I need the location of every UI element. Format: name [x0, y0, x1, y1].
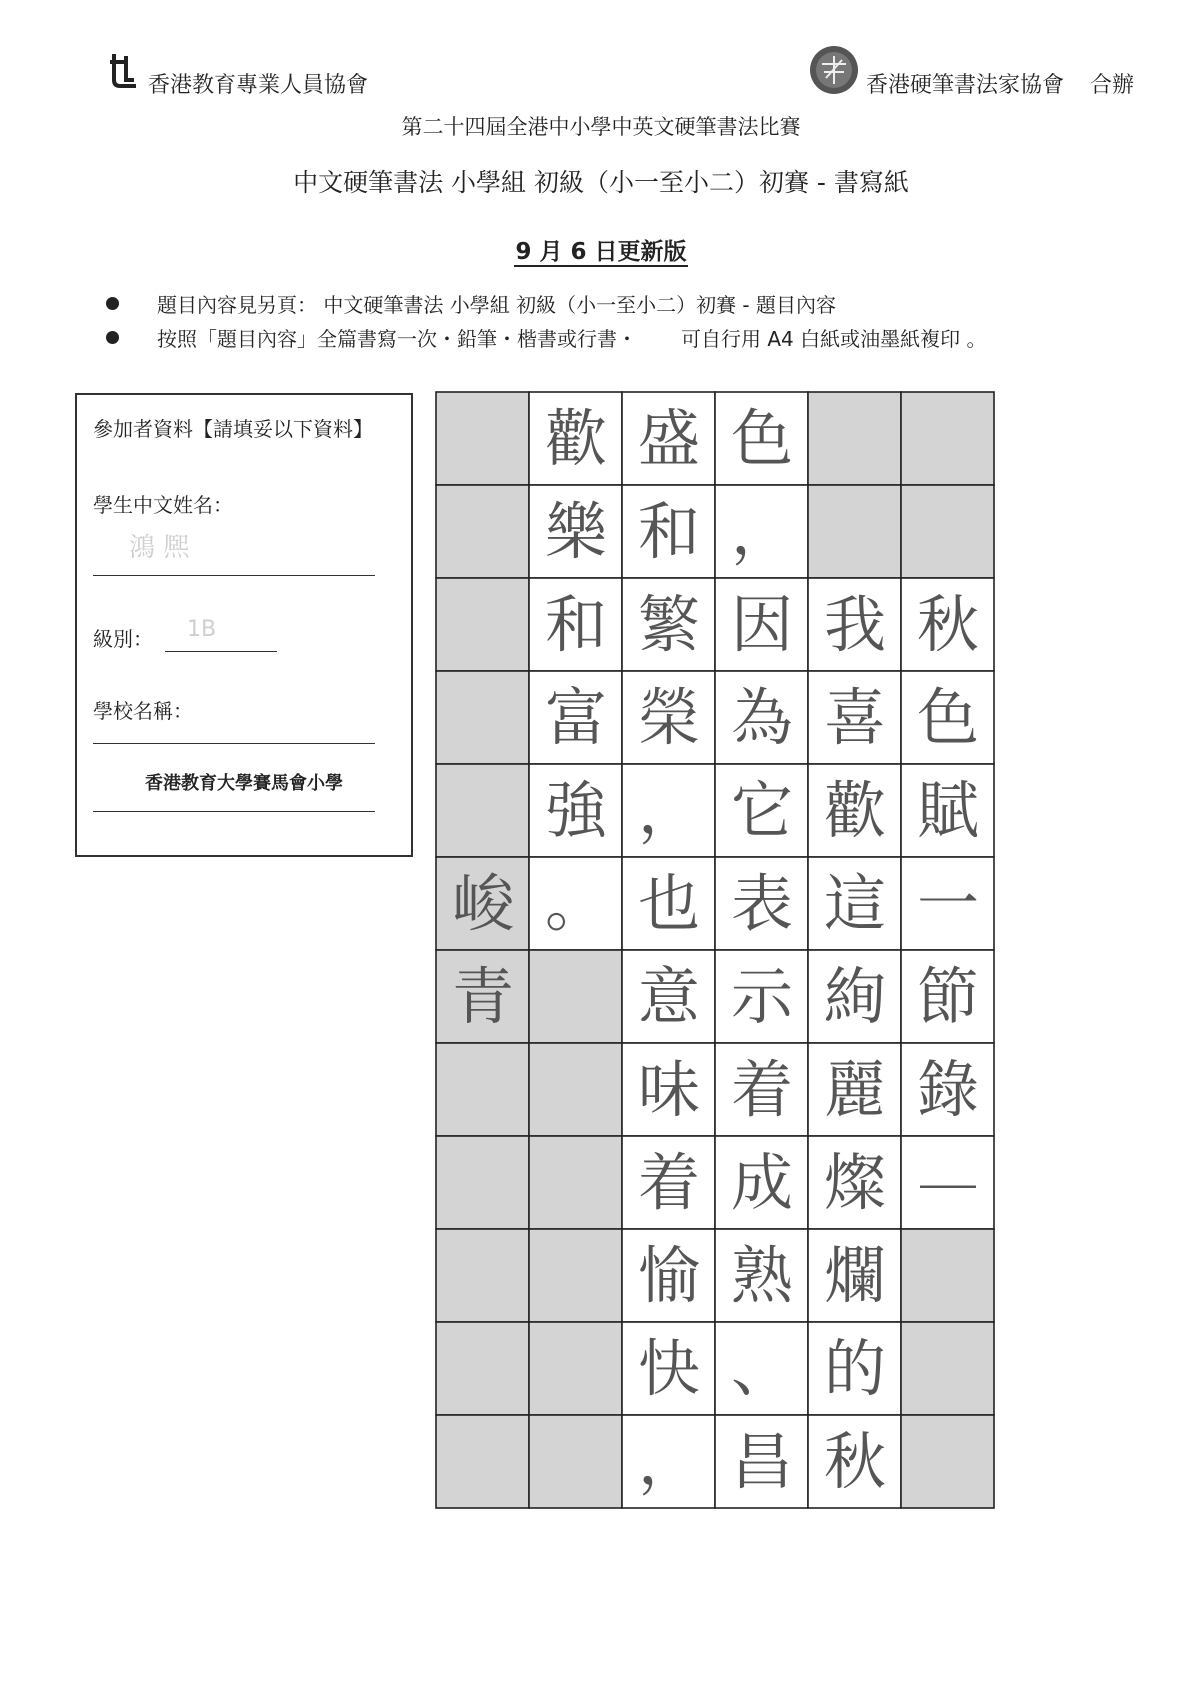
organizer-left: 香港教育專業人員協會: [148, 73, 369, 98]
grid-cell[interactable]: [808, 392, 901, 485]
handwritten-character: 喜: [823, 681, 886, 754]
handwritten-character: 成: [730, 1146, 793, 1219]
handwritten-character: 着: [730, 1053, 793, 1126]
joint-label: 合辦: [1090, 73, 1135, 98]
grade-value[interactable]: 1B: [187, 617, 217, 642]
handwritten-character: 榮: [637, 681, 700, 754]
grid-cell[interactable]: [901, 1322, 994, 1415]
handwritten-character: 。: [544, 867, 607, 940]
handwritten-character: 愉: [637, 1239, 700, 1312]
grid-cell[interactable]: [436, 671, 529, 764]
handwritten-character: 意: [637, 960, 700, 1033]
handwritten-character: 這: [823, 867, 886, 940]
instruction-1-text: 題目內容見另頁： 中文硬筆書法 小學組 初級（小一至小二）初賽 - 題目內容: [157, 293, 837, 317]
school-underline-2: [93, 811, 375, 812]
participant-heading: 參加者資料【請填妥以下資料】: [93, 417, 373, 441]
writing-grid: [434, 390, 1032, 1702]
handwritten-character: 節: [916, 960, 979, 1033]
grid-cell[interactable]: [436, 392, 529, 485]
school-underline-1: [93, 743, 375, 744]
handwritten-character: 青: [451, 960, 514, 1033]
handwritten-character: 的: [823, 1332, 886, 1405]
grid-cell[interactable]: [436, 1415, 529, 1508]
handwritten-character: —: [917, 1146, 979, 1219]
grid-cell[interactable]: [436, 1229, 529, 1322]
instruction-2: [106, 323, 986, 352]
handwritten-character: 味: [637, 1053, 700, 1126]
handwritten-character: 着: [637, 1146, 700, 1219]
school-value[interactable]: 香港教育大學賽馬會小學: [145, 773, 343, 794]
calligraphy-seal-icon: [808, 44, 860, 96]
handwritten-character: 和: [637, 495, 700, 568]
instruction-1: [106, 289, 836, 318]
handwritten-character: ，: [637, 774, 700, 847]
handwritten-character: 燦: [823, 1146, 886, 1219]
handwritten-character: 示: [730, 960, 793, 1033]
instruction-2-text-a: 按照「題目內容」全篇書寫一次・鉛筆・楷書或行書・: [157, 327, 637, 351]
handwritten-character: ，: [637, 1425, 700, 1498]
grid-cell[interactable]: [529, 1322, 622, 1415]
handwritten-character: 富: [544, 681, 607, 754]
bullet-icon: [106, 297, 119, 310]
handwritten-character: 一: [916, 867, 979, 940]
handwritten-character: 峻: [451, 867, 514, 940]
handwritten-character: 秋: [916, 588, 979, 661]
grade-label: 級別：: [93, 627, 153, 651]
handwritten-character: 歡: [823, 774, 886, 847]
handwritten-character: 因: [730, 588, 793, 661]
grid-cell[interactable]: [436, 578, 529, 671]
bullet-icon: [106, 331, 119, 344]
handwritten-character: 錄: [916, 1053, 979, 1126]
name-label: 學生中文姓名：: [93, 493, 233, 517]
handwritten-character: ，: [730, 495, 793, 568]
handwritten-character: 熟: [730, 1239, 793, 1312]
grid-cell[interactable]: [529, 1136, 622, 1229]
grid-cell[interactable]: [901, 1415, 994, 1508]
school-label: 學校名稱：: [93, 699, 193, 723]
grid-cell[interactable]: [808, 485, 901, 578]
organizer-right: 香港硬筆書法家協會: [866, 73, 1065, 98]
handwritten-character: 它: [730, 774, 793, 847]
handwritten-character: 色: [730, 402, 793, 475]
grid-cell[interactable]: [436, 764, 529, 857]
handwritten-character: 、: [730, 1332, 793, 1405]
handwritten-character: 樂: [544, 495, 607, 568]
version-text: 9 月 6 日更新版: [515, 239, 687, 265]
grid-cell[interactable]: [529, 950, 622, 1043]
grid-cell[interactable]: [529, 1415, 622, 1508]
version-label: [0, 233, 1202, 266]
handwritten-character: 表: [730, 867, 793, 940]
handwritten-character: 絢: [823, 960, 886, 1033]
name-underline: [93, 575, 375, 576]
handwritten-character: 爛: [823, 1239, 886, 1312]
handwritten-character: 繁: [637, 588, 700, 661]
grid-cell[interactable]: [436, 1043, 529, 1136]
grid-cell[interactable]: [436, 1136, 529, 1229]
grid-cell[interactable]: [901, 485, 994, 578]
participant-info-box: [75, 393, 413, 857]
sheet-subtitle: 中文硬筆書法 小學組 初級（小一至小二）初賽 - 書寫紙: [293, 168, 909, 197]
handwritten-character: 賦: [916, 774, 979, 847]
handwritten-character: 歡: [544, 402, 607, 475]
association-logo: [108, 50, 138, 90]
grid-cell[interactable]: [436, 1322, 529, 1415]
handwritten-character: 盛: [637, 402, 700, 475]
grid-cell[interactable]: [901, 1229, 994, 1322]
handwritten-character: 強: [544, 774, 607, 847]
handwritten-character: 為: [730, 681, 793, 754]
instruction-2-text-b: 可自行用 A4 白紙或油墨紙複印 。: [681, 327, 987, 351]
name-value[interactable]: 鴻 熈: [129, 533, 190, 563]
grid-cell[interactable]: [436, 485, 529, 578]
grid-cell[interactable]: [529, 1043, 622, 1136]
handwritten-character: 昌: [730, 1425, 793, 1498]
competition-title: 第二十四屆全港中小學中英文硬筆書法比賽: [401, 115, 801, 139]
grade-underline: [165, 651, 277, 652]
handwritten-character: 也: [637, 867, 700, 940]
handwritten-character: 麗: [823, 1053, 886, 1126]
handwritten-character: 我: [823, 588, 886, 661]
grid-cell[interactable]: [901, 392, 994, 485]
grid-cell[interactable]: [529, 1229, 622, 1322]
handwritten-character: 和: [544, 588, 607, 661]
handwritten-character: 色: [916, 681, 979, 754]
handwritten-character: 快: [637, 1332, 700, 1405]
handwritten-character: 秋: [823, 1425, 886, 1498]
